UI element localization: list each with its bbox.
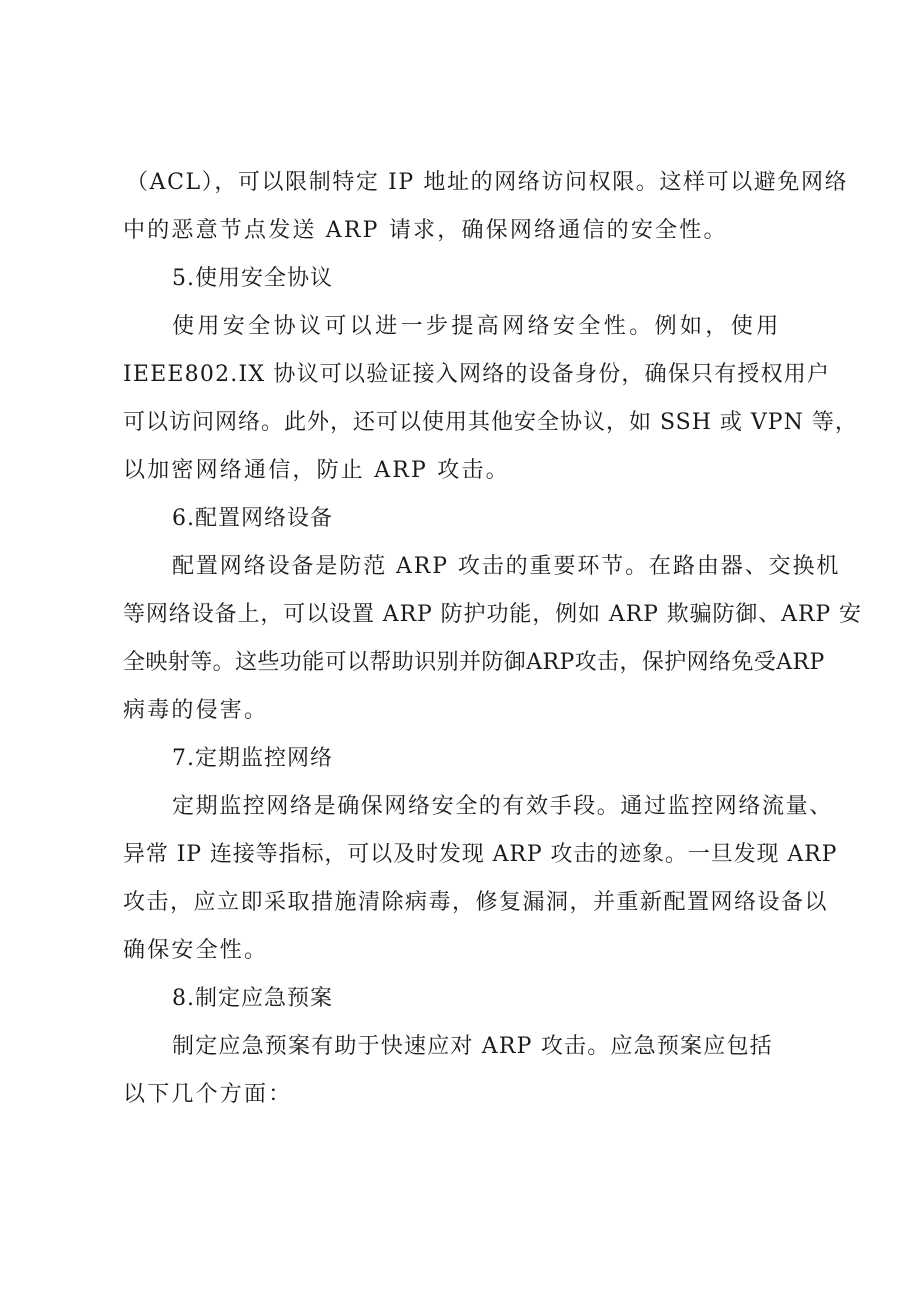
paragraph-line: 病毒的侵害。 — [123, 698, 269, 723]
paragraph-line: 制定应急预案有助于快速应对 ARP 攻击。应急预案应包括 — [172, 1034, 773, 1059]
paragraph-line: 异常 IP 连接等指标，可以及时发现 ARP 攻击的迹象。一旦发现 ARP — [123, 842, 838, 867]
section-heading-7: 7.定期监控网络 — [172, 746, 333, 771]
paragraph-line: 等网络设备上，可以设置 ARP 防护功能，例如 ARP 欺骗防御、ARP 安 — [123, 602, 862, 627]
paragraph-line: 以下几个方面： — [123, 1082, 293, 1107]
paragraph-line: IEEE802.IX 协议可以验证接入网络的设备身份，确保只有授权用户 — [123, 362, 831, 387]
section-heading-8: 8.制定应急预案 — [172, 986, 333, 1011]
section-heading-6: 6.配置网络设备 — [172, 506, 333, 531]
paragraph-line: （ACL），可以限制特定 IP 地址的网络访问权限。这样可以避免网络 — [126, 170, 849, 195]
paragraph-line: 全映射等。这些功能可以帮助识别并防御ARP攻击，保护网络免受ARP — [123, 650, 825, 675]
paragraph-line: 可以访问网络。此外，还可以使用其他安全协议，如 SSH 或 VPN 等， — [123, 410, 858, 435]
paragraph-line: 以加密网络通信，防止 ARP 攻击。 — [123, 458, 510, 483]
paragraph-line: 配置网络设备是防范 ARP 攻击的重要环节。在路由器、交换机 — [172, 554, 841, 579]
paragraph-line: 定期监控网络是确保网络安全的有效手段。通过监控网络流量、 — [172, 794, 833, 819]
section-heading-5: 5.使用安全协议 — [172, 266, 333, 291]
paragraph-line: 中的恶意节点发送 ARP 请求，确保网络通信的安全性。 — [123, 218, 728, 243]
paragraph-line: 攻击，应立即采取措施清除病毒，修复漏洞，并重新配置网络设备以 — [123, 890, 829, 915]
paragraph-line: 确保安全性。 — [123, 938, 269, 963]
paragraph-line: 使用安全协议可以进一步提高网络安全性。例如，使用 — [172, 314, 782, 339]
